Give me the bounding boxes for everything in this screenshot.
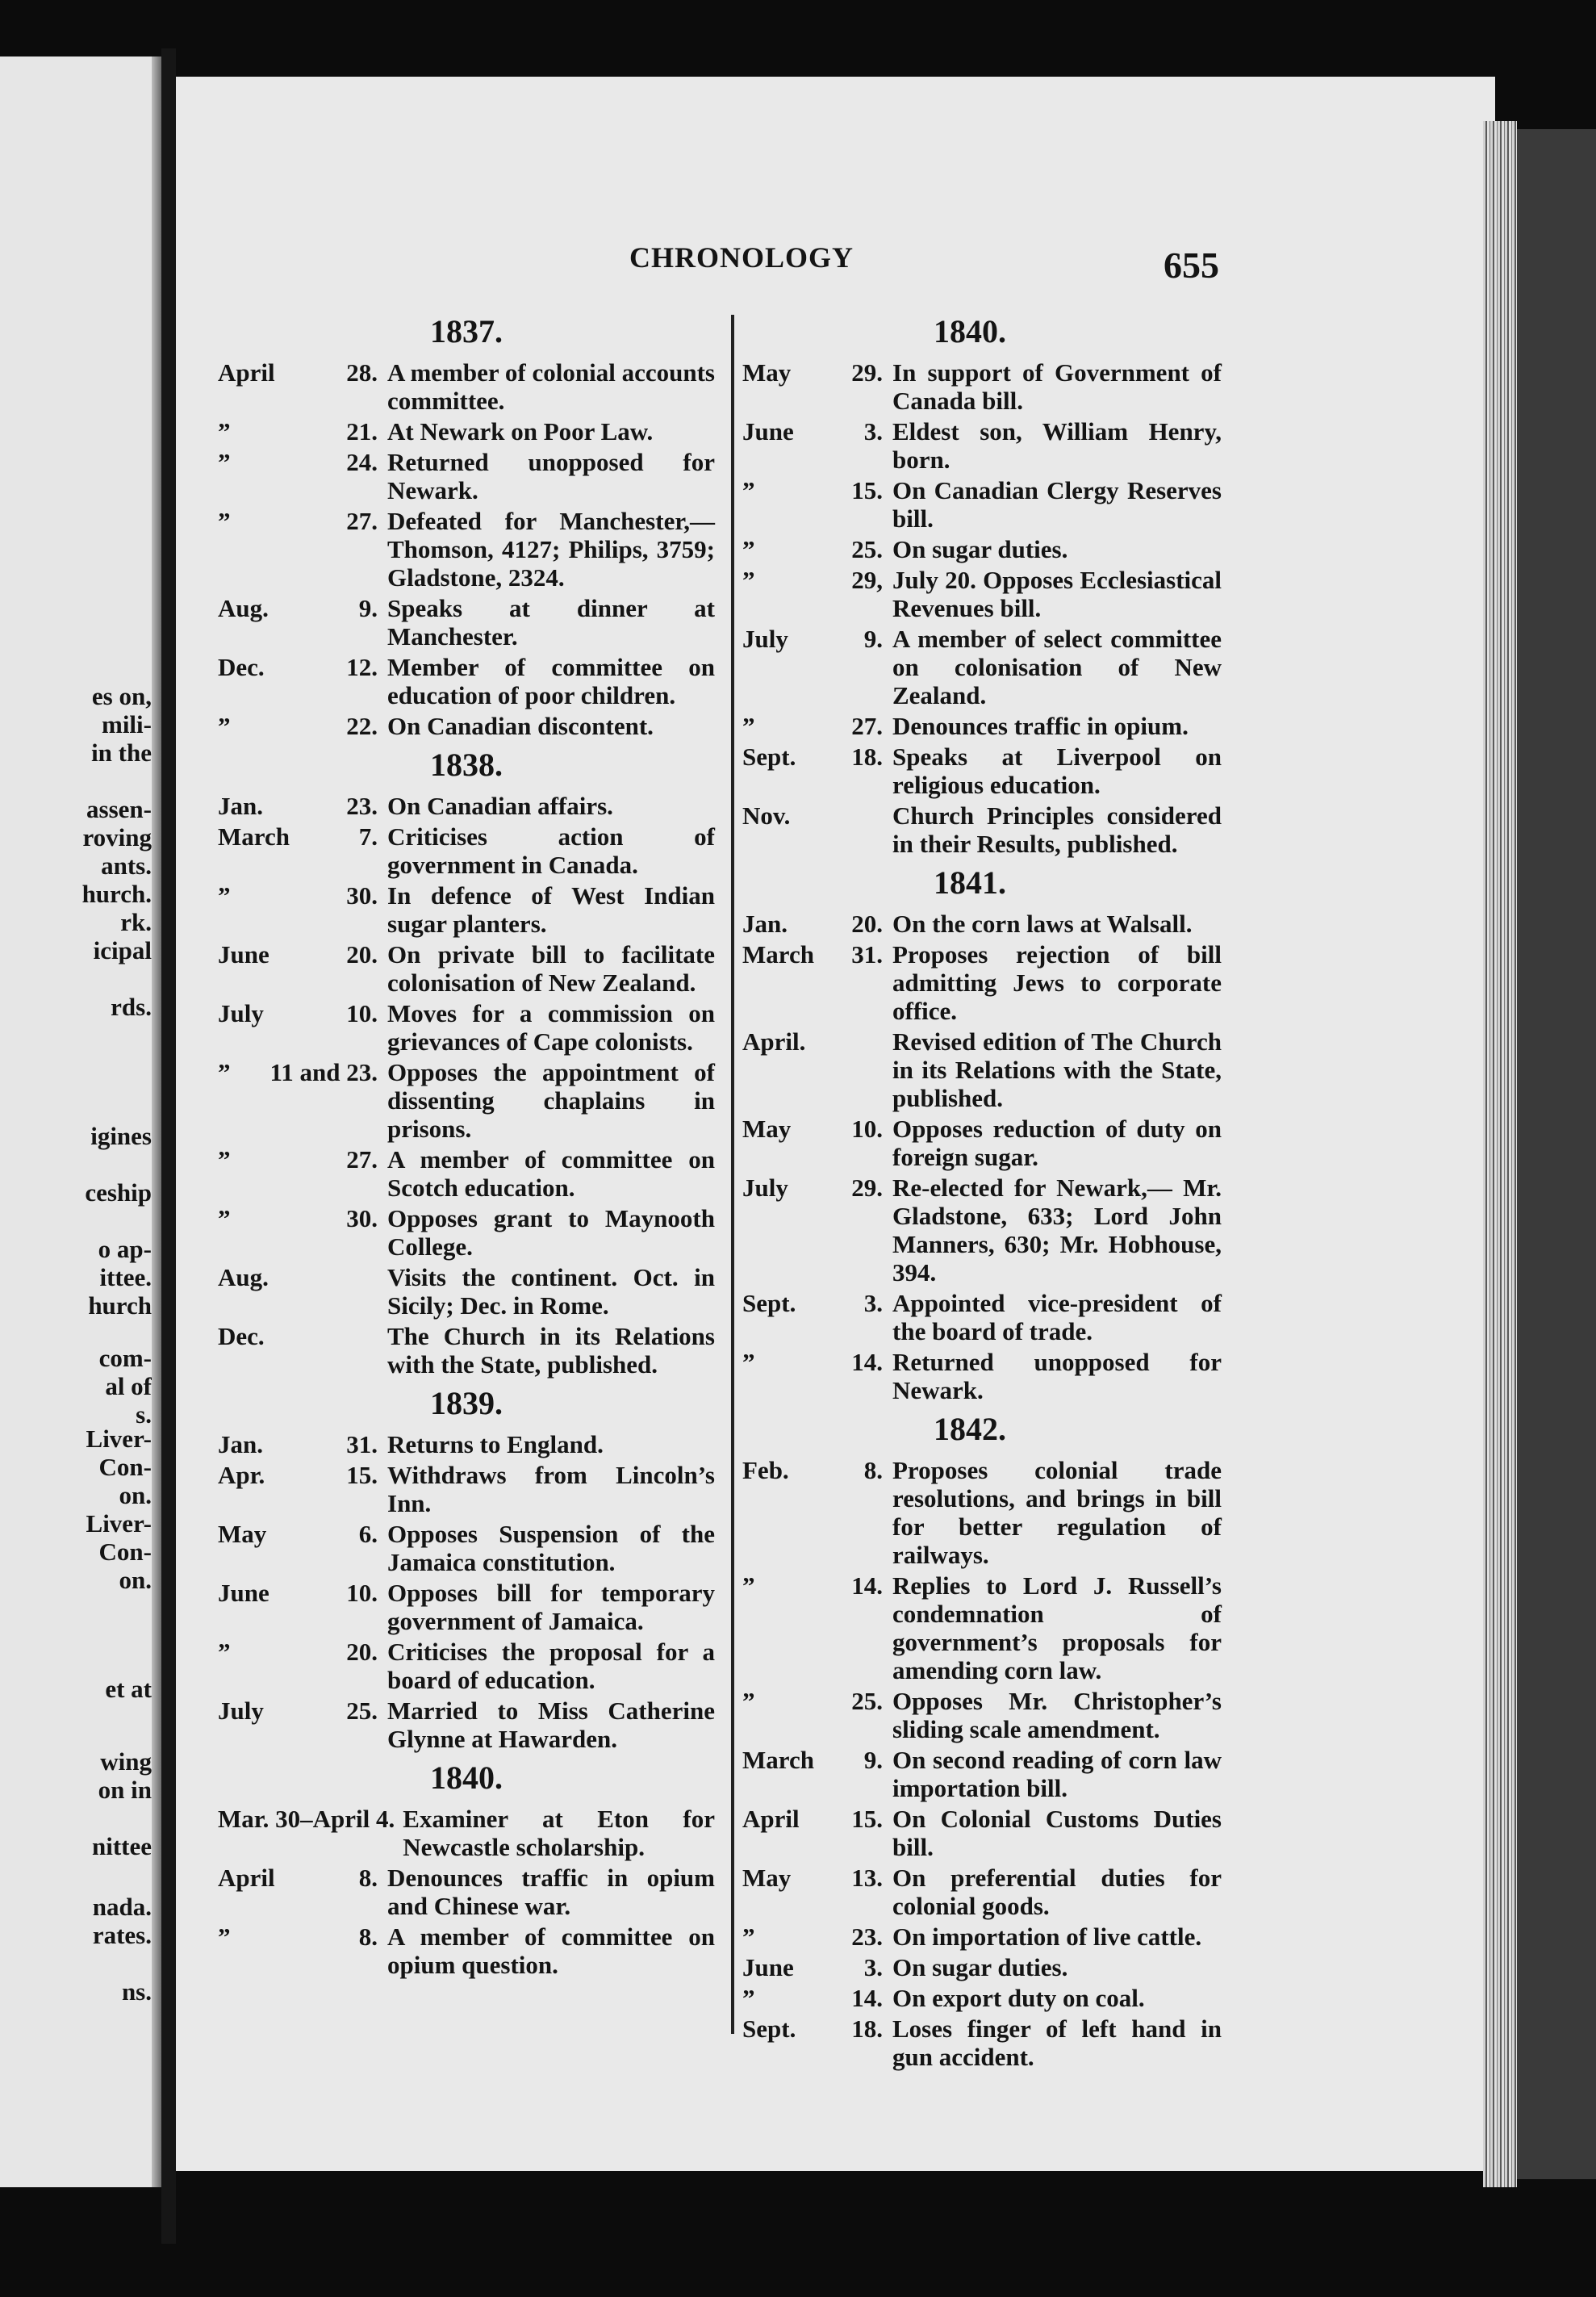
entry-text: A member of select committee on colonisation of New Zealand. bbox=[892, 625, 1222, 709]
chronology-entry bbox=[218, 881, 715, 938]
entry-month: ” bbox=[218, 507, 231, 535]
chronology-entry bbox=[718, 1571, 1222, 1684]
entry-month: ” bbox=[742, 712, 755, 740]
entry-month: Dec. bbox=[218, 1322, 265, 1350]
chronology-entry bbox=[218, 594, 715, 651]
chronology-entry bbox=[218, 1520, 715, 1576]
entry-text: In support of Government of Canada bill. bbox=[892, 358, 1222, 415]
chronology-entry bbox=[218, 1805, 715, 1861]
entry-day: 31. bbox=[346, 1430, 378, 1458]
chronology-column-left bbox=[218, 307, 715, 1981]
left-page-fragment: Liver- bbox=[86, 1509, 152, 1538]
year-heading: 1840. bbox=[934, 313, 1006, 349]
entry-day: 27. bbox=[346, 1145, 378, 1174]
chronology-entry bbox=[718, 1746, 1222, 1802]
entry-text: July 20. Opposes Ecclesiastical Revenues bill. bbox=[892, 566, 1222, 622]
left-page-fragment: rates. bbox=[92, 1921, 152, 1949]
entry-text: Re-elected for Newark,— Mr. Gladstone, 633; Lord John Manners, 630; Mr. Hobhouse, 394. bbox=[892, 1174, 1222, 1287]
entry-day: 23. bbox=[346, 792, 378, 820]
left-page-fragment: in the bbox=[91, 738, 152, 767]
entry-text: Opposes grant to Maynooth College. bbox=[387, 1204, 715, 1261]
entry-month: Jan. bbox=[218, 1430, 263, 1458]
entry-text: On Canadian Clergy Reserves bill. bbox=[892, 476, 1222, 533]
chronology-entry bbox=[218, 1058, 715, 1143]
entry-text: Proposes colonial trade resolutions, and brings in bill for better regulation of railways. bbox=[892, 1456, 1222, 1569]
entry-month: July bbox=[218, 1697, 264, 1725]
chronology-entry bbox=[718, 1174, 1222, 1287]
entry-text: Replies to Lord J. Russell’s condemnation of government’s proposals for amending corn law. bbox=[892, 1571, 1222, 1684]
entry-month: Mar. 30–April 4. bbox=[218, 1805, 395, 1833]
entry-day: 23. bbox=[851, 1923, 883, 1951]
chronology-entry bbox=[218, 1430, 715, 1458]
entry-month: ” bbox=[742, 1348, 755, 1376]
entry-day: 9. bbox=[358, 594, 378, 622]
left-page-fragment: nada. bbox=[92, 1893, 152, 1921]
entry-text: On importation of live cattle. bbox=[892, 1923, 1202, 1951]
left-page-fragment: Con- bbox=[98, 1538, 152, 1566]
left-page-fragment: icipal bbox=[93, 936, 152, 964]
entry-text: Proposes rejection of bill admitting Jews to corporate office. bbox=[892, 940, 1222, 1025]
left-page-fragment: on in bbox=[98, 1776, 152, 1804]
entry-day: 20. bbox=[346, 1638, 378, 1666]
chronology-entry bbox=[718, 1289, 1222, 1345]
left-page-fragment: et at bbox=[105, 1675, 152, 1703]
entry-text: At Newark on Poor Law. bbox=[387, 417, 654, 446]
entry-text: Church Principles considered in their Results, published. bbox=[892, 801, 1222, 858]
entry-text: On Canadian discontent. bbox=[387, 712, 654, 740]
chronology-entry bbox=[218, 1579, 715, 1635]
entry-text: Denounces traffic in opium and Chinese war. bbox=[387, 1864, 715, 1920]
entry-text: Examiner at Eton for Newcastle scholarship. bbox=[403, 1805, 715, 1861]
entry-month: March bbox=[742, 1746, 814, 1774]
entry-month: Sept. bbox=[742, 2015, 796, 2043]
entry-month: Apr. bbox=[218, 1461, 265, 1489]
left-page-fragment: on. bbox=[119, 1481, 152, 1509]
chronology-entry bbox=[218, 822, 715, 879]
entry-day: 27. bbox=[851, 712, 883, 740]
entry-day: 9. bbox=[863, 1746, 883, 1774]
chronology-entry bbox=[718, 1115, 1222, 1171]
left-page-binding-shadow bbox=[152, 56, 161, 2187]
entry-day: 10. bbox=[346, 1579, 378, 1607]
entry-text: Speaks at dinner at Manchester. bbox=[387, 594, 715, 651]
entry-text: On Colonial Customs Duties bill. bbox=[892, 1805, 1222, 1861]
year-heading: 1842. bbox=[934, 1411, 1006, 1447]
entry-month: April bbox=[218, 1864, 275, 1892]
entry-month: ” bbox=[742, 535, 755, 563]
entry-day: 27. bbox=[346, 507, 378, 535]
chronology-entry bbox=[718, 1348, 1222, 1404]
entry-day: 3. bbox=[863, 1289, 883, 1317]
entry-day: 14. bbox=[851, 1571, 883, 1600]
entry-text: Criticises the proposal for a board of education. bbox=[387, 1638, 715, 1694]
entry-day: 15. bbox=[851, 476, 883, 504]
chronology-entry bbox=[218, 653, 715, 709]
entry-day: 8. bbox=[358, 1864, 378, 1892]
entry-month: ” bbox=[218, 1638, 231, 1666]
left-page-fragment: es on, bbox=[91, 682, 152, 710]
book-side bbox=[1517, 129, 1596, 2179]
chronology-entry bbox=[718, 910, 1222, 938]
year-heading: 1838. bbox=[430, 747, 503, 783]
entry-day: 10. bbox=[851, 1115, 883, 1143]
entry-text: Visits the continent. Oct. in Sicily; Dec. in Rome. bbox=[387, 1263, 715, 1320]
chronology-entry bbox=[218, 358, 715, 415]
entry-month: ” bbox=[742, 1984, 755, 2012]
chronology-entry bbox=[718, 358, 1222, 415]
chronology-entry bbox=[718, 1864, 1222, 1920]
entry-month: July bbox=[218, 999, 264, 1027]
entry-day bbox=[836, 1027, 892, 1112]
chronology-entry bbox=[718, 1805, 1222, 1861]
left-page-fragment: igines bbox=[90, 1122, 152, 1150]
entry-month: ” bbox=[742, 1687, 755, 1715]
chronology-entry bbox=[718, 1953, 1222, 1981]
entry-day: 15. bbox=[851, 1805, 883, 1833]
entry-text: On export duty on coal. bbox=[892, 1984, 1145, 2012]
entry-month: ” bbox=[218, 1058, 231, 1086]
page-edges bbox=[1483, 121, 1517, 2187]
left-page-fragment: al of bbox=[105, 1372, 152, 1400]
entry-month: Jan. bbox=[218, 792, 263, 820]
entry-month: June bbox=[742, 1953, 794, 1981]
entry-text: Married to Miss Catherine Glynne at Hawarden. bbox=[387, 1697, 715, 1753]
entry-month: April bbox=[218, 358, 275, 387]
entry-month: May bbox=[218, 1520, 267, 1548]
left-page-fragment: s. bbox=[136, 1400, 152, 1429]
entry-day: 20. bbox=[346, 940, 378, 969]
chronology-entry bbox=[218, 999, 715, 1056]
entry-month: May bbox=[742, 1864, 792, 1892]
entry-text: Returns to England. bbox=[387, 1430, 604, 1458]
entry-text: In defence of West Indian sugar planters. bbox=[387, 881, 715, 938]
chronology-entry bbox=[218, 1923, 715, 1979]
entry-day bbox=[329, 1263, 387, 1320]
left-page-fragment: wing bbox=[100, 1747, 152, 1776]
entry-month: Feb. bbox=[742, 1456, 789, 1484]
chronology-entry bbox=[218, 1204, 715, 1261]
entry-month: April. bbox=[742, 1027, 806, 1056]
chronology-entry bbox=[218, 417, 715, 446]
entry-text: On Canadian affairs. bbox=[387, 792, 613, 820]
entry-text: Eldest son, William Henry, born. bbox=[892, 417, 1222, 474]
entry-month: Aug. bbox=[218, 1263, 269, 1291]
chronology-entry bbox=[718, 1923, 1222, 1951]
entry-day: 3. bbox=[863, 417, 883, 446]
entry-month: March bbox=[742, 940, 814, 969]
entry-month: Sept. bbox=[742, 743, 796, 771]
entry-day: 9. bbox=[863, 625, 883, 653]
entry-month: May bbox=[742, 358, 792, 387]
entry-month: ” bbox=[218, 712, 231, 740]
chronology-entry bbox=[218, 1145, 715, 1202]
entry-day: 20. bbox=[851, 910, 883, 938]
left-page-fragment: ants. bbox=[101, 851, 152, 880]
chronology-entry bbox=[718, 625, 1222, 709]
book-gutter bbox=[161, 48, 176, 2244]
entry-day: 29. bbox=[851, 1174, 883, 1202]
left-page-fragment: com- bbox=[98, 1344, 152, 1372]
chronology-entry bbox=[718, 743, 1222, 799]
entry-day: 8. bbox=[863, 1456, 883, 1484]
entry-text: Opposes bill for temporary government of Jamaica. bbox=[387, 1579, 715, 1635]
entry-text: Opposes Mr. Christopher’s sliding scale amendment. bbox=[892, 1687, 1222, 1743]
chronology-entry bbox=[718, 535, 1222, 563]
entry-text: Speaks at Liverpool on religious education. bbox=[892, 743, 1222, 799]
entry-text: Returned unopposed for Newark. bbox=[892, 1348, 1222, 1404]
entry-month: June bbox=[218, 940, 269, 969]
entry-day: 25. bbox=[851, 1687, 883, 1715]
entry-day bbox=[329, 1322, 387, 1379]
chronology-entry bbox=[218, 448, 715, 504]
entry-day: 3. bbox=[863, 1953, 883, 1981]
chronology-entry bbox=[718, 1984, 1222, 2012]
entry-day: 29, bbox=[851, 566, 883, 594]
entry-text: On the corn laws at Walsall. bbox=[892, 910, 1193, 938]
entry-month: April bbox=[742, 1805, 800, 1833]
year-heading: 1840. bbox=[430, 1759, 503, 1796]
chronology-entry bbox=[218, 792, 715, 820]
entry-month: ” bbox=[218, 1145, 231, 1174]
left-page-fragment: ns. bbox=[121, 1977, 152, 2006]
chronology-entry bbox=[218, 1697, 715, 1753]
entry-month: ” bbox=[742, 566, 755, 594]
entry-month: ” bbox=[218, 1204, 231, 1232]
year-heading: 1841. bbox=[934, 864, 1006, 901]
left-page-fragment: Con- bbox=[98, 1453, 152, 1481]
entry-text: Moves for a commission on grievances of Cape colonists. bbox=[387, 999, 715, 1056]
year-heading: 1837. bbox=[430, 313, 503, 349]
left-page-fragment: mili- bbox=[102, 710, 152, 738]
entry-day: 22. bbox=[346, 712, 378, 740]
entry-text: On sugar duties. bbox=[892, 535, 1068, 563]
entry-day: 11 and 23. bbox=[269, 1058, 378, 1086]
left-page-fragment: ittee. bbox=[99, 1263, 152, 1291]
entry-day: 31. bbox=[851, 940, 883, 969]
entry-text: Denounces traffic in opium. bbox=[892, 712, 1189, 740]
chronology-entry bbox=[218, 1322, 715, 1379]
entry-month: ” bbox=[218, 417, 231, 446]
entry-day: 25. bbox=[851, 535, 883, 563]
entry-month: ” bbox=[742, 1571, 755, 1600]
left-page-fragment: assen- bbox=[86, 795, 152, 823]
entry-month: July bbox=[742, 1174, 788, 1202]
left-page-fragment: on. bbox=[119, 1566, 152, 1594]
entry-month: ” bbox=[218, 448, 231, 476]
left-page-fragment: roving bbox=[82, 823, 152, 851]
chronology-column-right bbox=[718, 307, 1222, 2073]
entry-text: Defeated for Manchester,— Thomson, 4127; Philips, 3759; Gladstone, 2324. bbox=[387, 507, 715, 592]
left-page-fragment: hurch. bbox=[81, 880, 152, 908]
entry-month: May bbox=[742, 1115, 792, 1143]
chronology-entry bbox=[718, 801, 1222, 858]
entry-month: ” bbox=[742, 1923, 755, 1951]
entry-day: 18. bbox=[851, 2015, 883, 2043]
entry-text: Criticises action of government in Canada. bbox=[387, 822, 715, 879]
entry-text: A member of colonial accounts committee. bbox=[387, 358, 715, 415]
entry-text: A member of committee on opium question. bbox=[387, 1923, 715, 1979]
left-page-fragment: Liver- bbox=[86, 1425, 152, 1453]
entry-month: June bbox=[218, 1579, 269, 1607]
entry-day: 14. bbox=[851, 1348, 883, 1376]
entry-day: 6. bbox=[358, 1520, 378, 1548]
left-page-fragment: nittee bbox=[91, 1832, 152, 1860]
entry-month: June bbox=[742, 417, 794, 446]
entry-text: On preferential duties for colonial goods. bbox=[892, 1864, 1222, 1920]
entry-day: 10. bbox=[346, 999, 378, 1027]
entry-month: Sept. bbox=[742, 1289, 796, 1317]
entry-day: 29. bbox=[851, 358, 883, 387]
entry-text: On private bill to facilitate colonisation of New Zealand. bbox=[387, 940, 715, 997]
entry-text: A member of committee on Scotch education. bbox=[387, 1145, 715, 1202]
entry-day: 14. bbox=[851, 1984, 883, 2012]
entry-day: 13. bbox=[851, 1864, 883, 1892]
entry-day: 8. bbox=[358, 1923, 378, 1951]
chronology-entry bbox=[718, 712, 1222, 740]
entry-day: 28. bbox=[346, 358, 378, 387]
entry-month: Nov. bbox=[742, 801, 791, 830]
entry-month: ” bbox=[742, 476, 755, 504]
left-page-fragment: rk. bbox=[120, 908, 152, 936]
entry-month: ” bbox=[218, 1923, 231, 1951]
entry-text: Member of committee on education of poor children. bbox=[387, 653, 715, 709]
entry-month: ” bbox=[218, 881, 231, 910]
running-head: CHRONOLOGY bbox=[629, 241, 854, 274]
left-page-edge bbox=[0, 56, 161, 2187]
left-page-fragment: rds. bbox=[111, 993, 152, 1021]
chronology-entry bbox=[718, 1027, 1222, 1112]
left-page-fragment: ceship bbox=[85, 1178, 152, 1207]
left-page-fragment: o ap- bbox=[98, 1235, 152, 1263]
entry-day: 12. bbox=[346, 653, 378, 681]
entry-text: Appointed vice-president of the board of trade. bbox=[892, 1289, 1222, 1345]
chronology-entry bbox=[218, 1638, 715, 1694]
chronology-entry bbox=[218, 940, 715, 997]
year-heading: 1839. bbox=[430, 1385, 503, 1421]
chronology-entry bbox=[218, 1864, 715, 1920]
entry-text: On second reading of corn law importation bill. bbox=[892, 1746, 1222, 1802]
entry-text: Opposes the appointment of dissenting chaplains in prisons. bbox=[387, 1058, 715, 1143]
entry-day bbox=[836, 801, 892, 858]
chronology-entry bbox=[718, 1456, 1222, 1569]
chronology-entry bbox=[718, 476, 1222, 533]
chronology-entry bbox=[218, 507, 715, 592]
entry-day: 25. bbox=[346, 1697, 378, 1725]
chronology-entry bbox=[718, 2015, 1222, 2071]
entry-text: Opposes reduction of duty on foreign sugar. bbox=[892, 1115, 1222, 1171]
entry-month: Aug. bbox=[218, 594, 269, 622]
left-page-fragment: hurch bbox=[88, 1291, 152, 1320]
entry-month: March bbox=[218, 822, 290, 851]
chronology-entry bbox=[718, 566, 1222, 622]
entry-text: The Church in its Relations with the State, published. bbox=[387, 1322, 715, 1379]
entry-day: 15. bbox=[346, 1461, 378, 1489]
entry-month: Jan. bbox=[742, 910, 788, 938]
entry-month: July bbox=[742, 625, 788, 653]
chronology-entry bbox=[218, 712, 715, 740]
entry-text: Loses finger of left hand in gun accident. bbox=[892, 2015, 1222, 2071]
chronology-entry bbox=[718, 1687, 1222, 1743]
entry-day: 7. bbox=[358, 822, 378, 851]
entry-text: Returned unopposed for Newark. bbox=[387, 448, 715, 504]
entry-month: Dec. bbox=[218, 653, 265, 681]
entry-day: 30. bbox=[346, 1204, 378, 1232]
entry-day: 30. bbox=[346, 881, 378, 910]
chronology-entry bbox=[218, 1263, 715, 1320]
entry-day: 24. bbox=[346, 448, 378, 476]
chronology-entry bbox=[218, 1461, 715, 1517]
entry-day: 21. bbox=[346, 417, 378, 446]
entry-text: Withdraws from Lincoln’s Inn. bbox=[387, 1461, 715, 1517]
entry-day: 18. bbox=[851, 743, 883, 771]
chronology-entry bbox=[718, 417, 1222, 474]
chronology-entry bbox=[718, 940, 1222, 1025]
entry-text: On sugar duties. bbox=[892, 1953, 1068, 1981]
entry-text: Opposes Suspension of the Jamaica constitution. bbox=[387, 1520, 715, 1576]
entry-text: Revised edition of The Church in its Relations with the State, published. bbox=[892, 1027, 1222, 1112]
page-number: 655 bbox=[1164, 245, 1219, 286]
